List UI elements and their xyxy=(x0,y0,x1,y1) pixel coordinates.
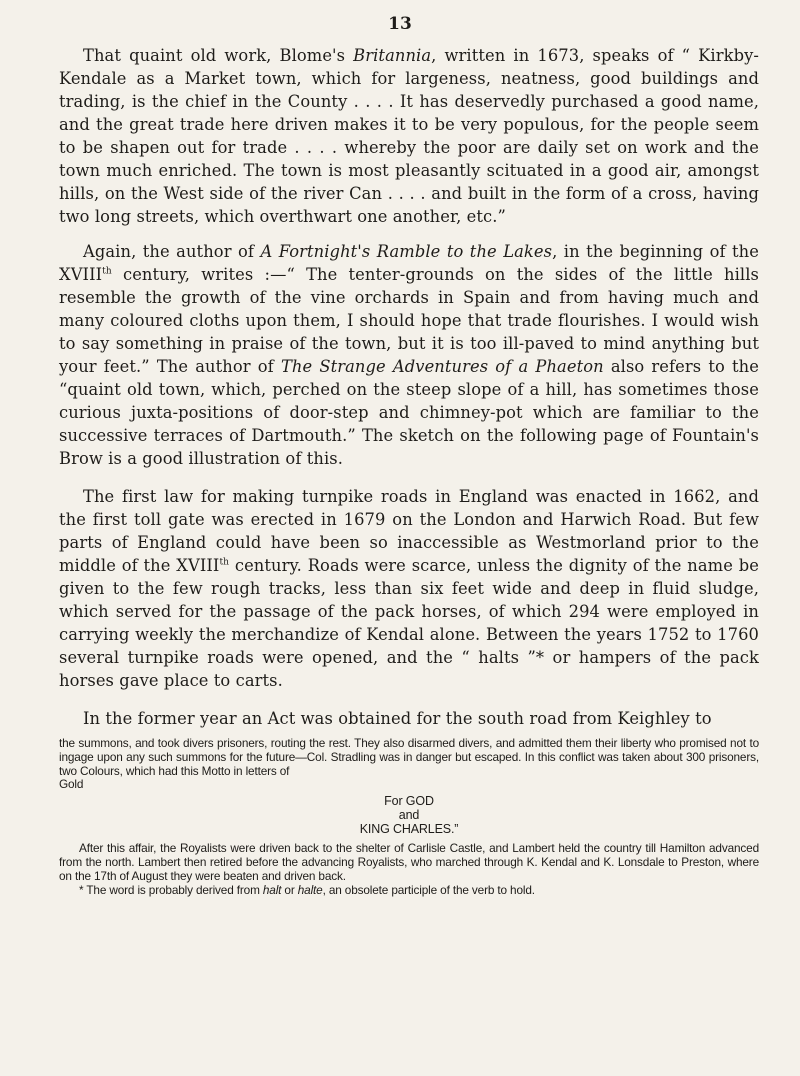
text-run: or xyxy=(281,882,298,897)
text-run: century, writes :—“ The tenter-grounds on the sides of the little hills resemble the growth of the vine orchards in Spain and from having much and many coloured cloths upon them, I should hope that trade flourishes. I would wish to say something in praise of the town, but it is too ill-paved to mind anything but your feet.” The author of xyxy=(59,265,759,376)
text-run: century. Roads were scarce, unless the dignity of the name be given to the few rough tracks, less than six feet wide and deep in fluid sludge, which served for the passage of the pack horses, of which 294 were employed in carrying weekly the merchandize of Kendal alone. Between the years 1752 to 1760 several turnpike roads were opened, and the “ halts ”* or hampers of the pack horses gave place to carts. xyxy=(59,556,759,690)
book-title-britannia: Britannia xyxy=(353,46,432,65)
paragraph-turnpike xyxy=(59,485,759,692)
book-title-fortnight-ramble: A Fortnight's Ramble to the Lakes xyxy=(260,242,553,261)
italic-word: halt xyxy=(262,882,282,897)
paragraph-fortnight-ramble xyxy=(59,240,759,470)
text-run: also refers to the “quaint old town, which, perched on the steep slope of a hill, has sometimes those curious juxta-positions of door-step and chimney-pot which are familiar to the successive terraces of Dartmouth.” The sketch on the following page of Fountain's Brow is a good illustration of this. xyxy=(59,357,759,468)
text-run: * The word is probably derived from xyxy=(79,882,263,897)
footnote-gold: Gold xyxy=(59,777,84,792)
text-run: , an obsolete participle of the verb to hold. xyxy=(322,882,535,897)
motto-block xyxy=(59,794,759,836)
superscript: th xyxy=(219,557,230,568)
motto-line: and xyxy=(398,808,420,823)
text-run: , written in 1673, speaks of “ Kirkby-Kendale as a Market town, which for largeness, neatness, good buildings and trading, is the chief in the County . . . . It has deservedly purchased a good name, and the great trade here driven makes it to be very populous, for the people seem to be shapen out for trade . . . . whereby the poor are daily set on work and the town much enriched. The town is most pleasantly scituated in a good air, amongst hills, on the West side of the river Can . . . . and built in the form of a cross, having two long streets, which overthwart one another, etc.” xyxy=(59,46,759,226)
footnote-royalists: After this affair, the Royalists were driven back to the shelter of Carlisle Castle, and Lambert held the country till Hamilton advanced from the north. Lambert then retired before the advancing Royalists, who marched through K. Kendal and K. Lonsdale to Preston, where on the 17th of August they were beaten and driven back. xyxy=(59,841,759,883)
text-run: The first law for making turnpike roads in England was enacted in 1662, and the first toll gate was erected in 1679 on the London and Harwich Road. But few parts of England could have been so inaccessible as Westmorland prior to the middle of the XVIII xyxy=(59,487,759,575)
motto-line: KING CHARLES.” xyxy=(359,822,459,837)
superscript: th xyxy=(102,266,112,277)
motto-line: For GOD xyxy=(384,794,434,809)
main-text xyxy=(59,44,759,742)
text-run: , in the beginning of the XVIII xyxy=(59,242,759,284)
footnote-summons: the summons, and took divers prisoners, routing the rest. They also disarmed divers, and admitted them their liberty who promised not to ingage upon any such summons for the future—Col. Stradling was in danger but escaped. In this conflict was taken about 300 prisoners, two Colours, which had this Motto in letters of xyxy=(59,736,759,778)
footnotes xyxy=(59,737,759,897)
paragraph-blome xyxy=(59,44,759,228)
footnote-halt-etymology xyxy=(59,884,759,898)
book-title-phaeton: The Strange Adventures of a Phaeton xyxy=(280,357,604,376)
text-run: Again, the author of xyxy=(83,242,261,261)
paragraph-keighley: In the former year an Act was obtained for the south road from Keighley to xyxy=(83,709,712,728)
page-number: 13 xyxy=(388,14,412,34)
italic-word: halte xyxy=(297,882,323,897)
text-run: That quaint old work, Blome's xyxy=(83,46,354,65)
